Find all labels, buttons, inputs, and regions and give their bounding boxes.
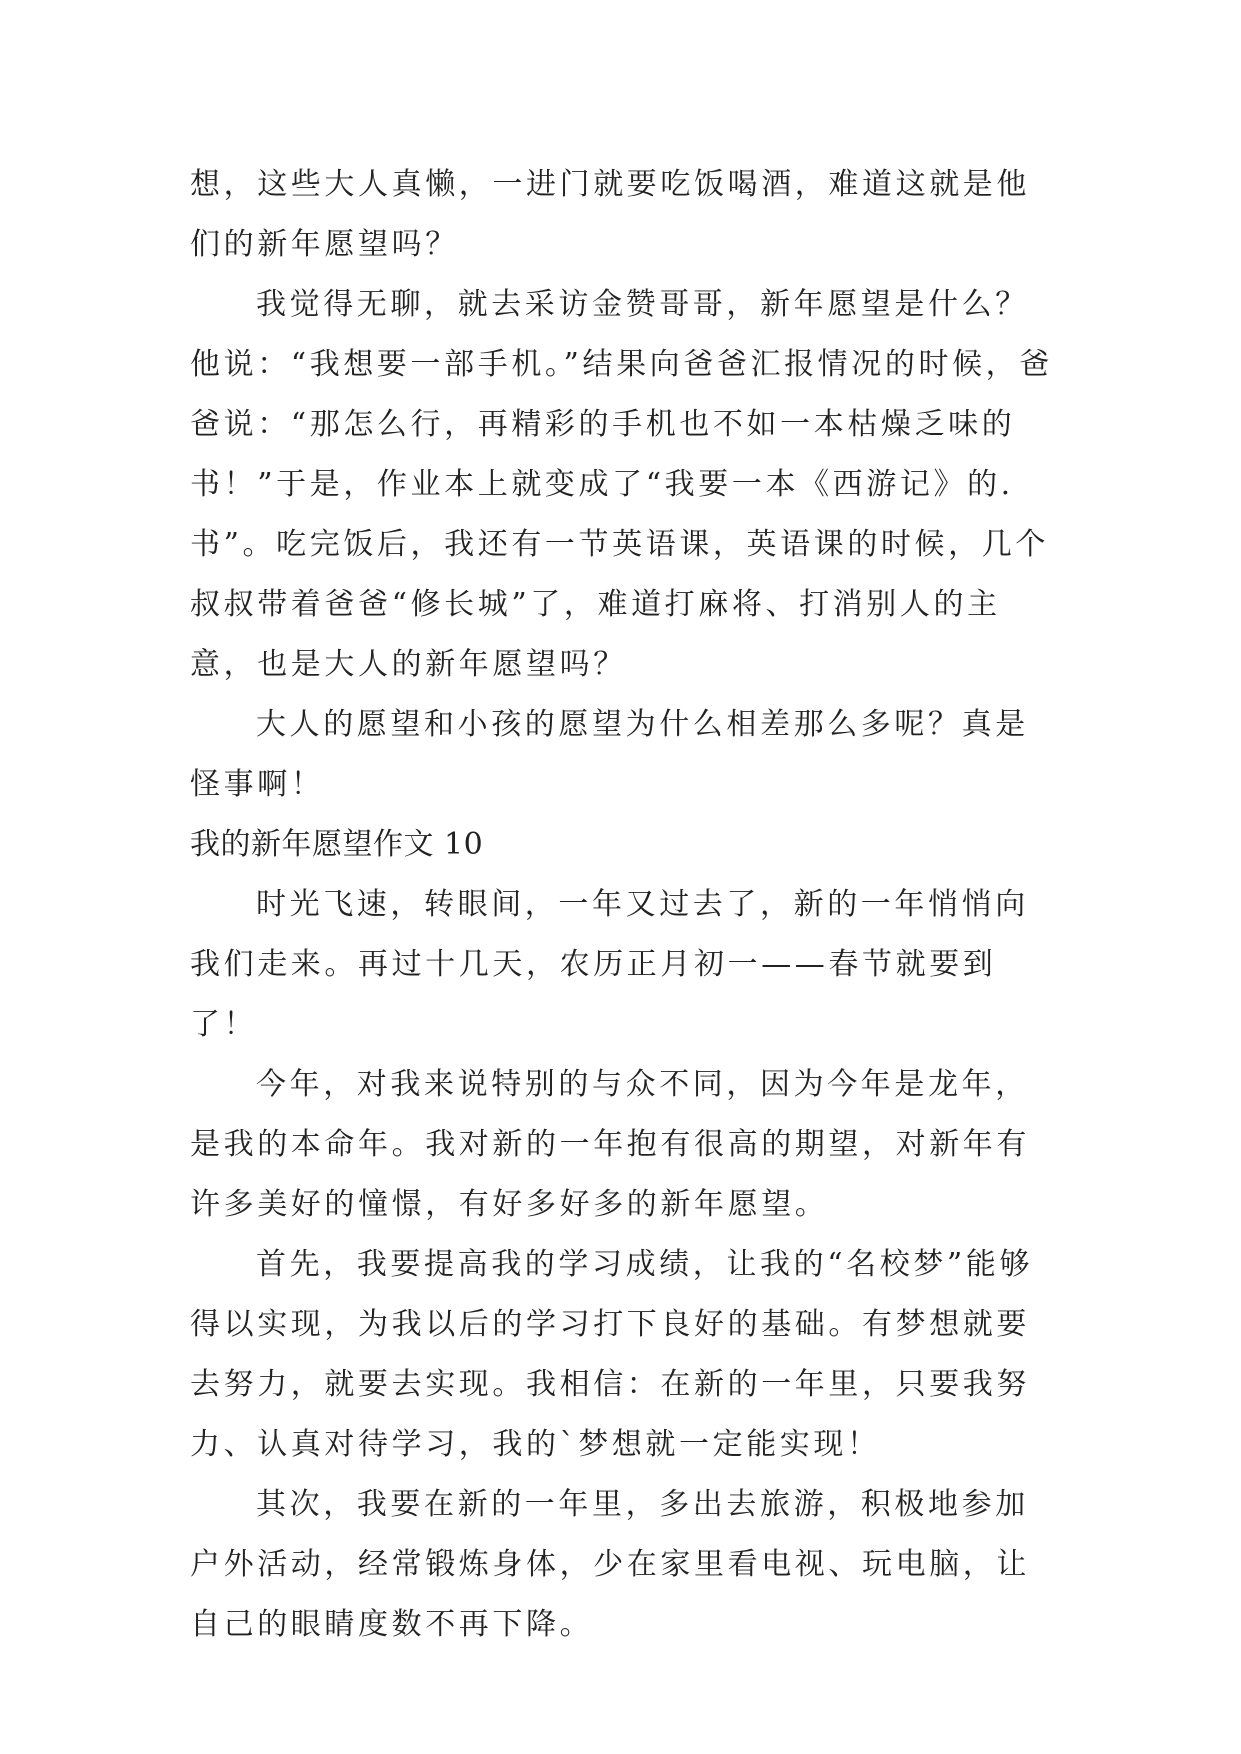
essay-heading: 我的新年愿望作文 10 bbox=[190, 827, 484, 862]
paragraph: 时光飞速，转眼间，一年又过去了，新的一年悄悄向我们走来。再过十几天，农历正月初一——春节就要到了！ bbox=[190, 887, 1029, 1042]
paragraph: 今年，对我来说特别的与众不同，因为今年是龙年，是我的本命年。我对新的一年抱有很高的期望，对新年有许多美好的憧憬，有好多好多的新年愿望。 bbox=[190, 1067, 1030, 1222]
paragraph: 我觉得无聊，就去采访金赞哥哥，新年愿望是什么？他说：“我想要一部手机。”结果向爸爸汇报情况的时候，爸爸说：“那怎么行，再精彩的手机也不如一本枯燥乏味的书！”于是，作业本上就变成了“我要一本《西游记》的.书”。吃完饭后，我还有一节英语课，英语课的时候，几个叔叔带着爸爸“修长城”了，难道打麻将、打消别人的主意，也是大人的新年愿望吗？ bbox=[190, 287, 1053, 682]
paragraph: 其次，我要在新的一年里，多出去旅游，积极地参加户外活动，经常锻炼身体，少在家里看电视、玩电脑，让自己的眼睛度数不再下降。 bbox=[190, 1487, 1030, 1642]
essay-text bbox=[190, 155, 1060, 1655]
paragraph: 首先，我要提高我的学习成绩，让我的“名校梦”能够得以实现，为我以后的学习打下良好的基础。有梦想就要去努力，就要去实现。我相信：在新的一年里，只要我努力、认真对待学习，我的`梦想就一定能实现！ bbox=[190, 1247, 1034, 1462]
paragraph: 大人的愿望和小孩的愿望为什么相差那么多呢？真是怪事啊！ bbox=[190, 707, 1029, 802]
paragraph-continuation: 想，这些大人真懒，一进门就要吃饭喝酒，难道这就是他们的新年愿望吗？ bbox=[190, 167, 1030, 262]
